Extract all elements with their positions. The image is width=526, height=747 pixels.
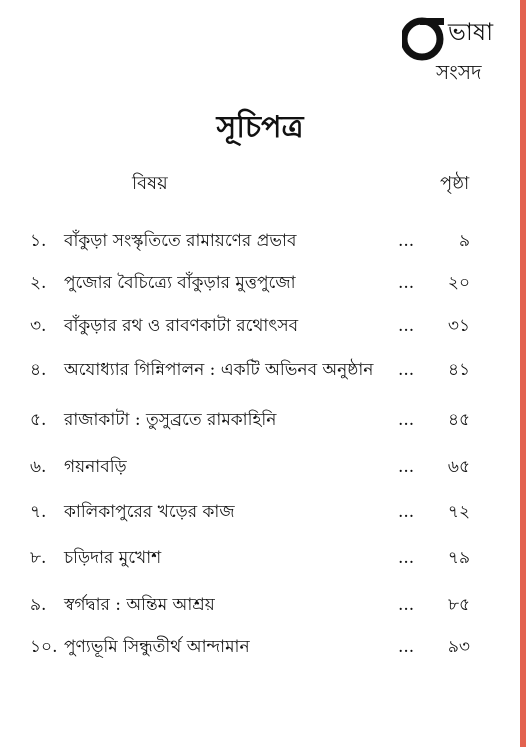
toc-entry[interactable] [0, 542, 520, 574]
entry-title: পুজোর বৈচিত্র্যে বাঁকুড়ার মুত্তপুজো [64, 273, 296, 293]
page-edge-bar [520, 0, 526, 747]
entry-page-number: ৯৩ [447, 637, 470, 657]
entry-leader: ... [398, 360, 415, 380]
logo-text-line1: ভাষা [448, 18, 494, 46]
logo-mark-icon [402, 16, 446, 62]
toc-entry[interactable] [0, 589, 520, 621]
entry-leader: ... [398, 273, 415, 293]
toc-entry[interactable] [0, 496, 520, 528]
toc-entry[interactable] [0, 451, 520, 483]
entry-page-number: ৩১ [447, 316, 470, 336]
entry-leader: ... [398, 637, 415, 657]
entry-title: স্বর্গদ্বার : অন্তিম আশ্রয় [64, 595, 215, 615]
entry-title: রাজাকাটা : তুসুব্রতে রামকাহিনি [64, 410, 277, 430]
toc-entry[interactable] [0, 267, 520, 299]
logo-text-line2: সংসদ [436, 60, 482, 84]
column-header-subject: বিষয় [132, 173, 168, 194]
entry-page-number: ৭৯ [447, 548, 470, 568]
entry-number: ২. [30, 273, 47, 293]
entry-page-number: ৭২ [447, 502, 470, 522]
entry-title: পুণ্যভূমি সিন্ধুতীর্থ আন্দামান [64, 637, 250, 657]
entry-title: বাঁকুড়ার রথ ও রাবণকাটা রথোৎসব [64, 316, 299, 336]
entry-page-number: ৪১ [447, 360, 470, 380]
entry-number: ৮. [30, 548, 47, 568]
entry-leader: ... [398, 457, 415, 477]
page-title: সূচিপত্র [216, 110, 304, 145]
toc-entry[interactable] [0, 631, 520, 663]
entry-page-number: ৯ [458, 231, 470, 251]
entry-title: অযোধ্যার গিন্নিপালন : একটি অভিনব অনুষ্ঠান [64, 360, 374, 380]
publisher-logo [402, 16, 514, 86]
entry-page-number: ২০ [447, 273, 470, 293]
entry-page-number: ৬৫ [447, 457, 470, 477]
entry-leader: ... [398, 502, 415, 522]
toc-entry[interactable] [0, 404, 520, 436]
entry-leader: ... [398, 548, 415, 568]
entry-title: কালিকাপুরের খড়ের কাজ [64, 502, 235, 522]
entry-leader: ... [398, 231, 415, 251]
entry-page-number: ৪৫ [447, 410, 470, 430]
entry-page-number: ৮৫ [447, 595, 470, 615]
entry-number: ৪. [30, 360, 47, 380]
toc-entry[interactable] [0, 354, 520, 386]
entry-number: ৩. [30, 316, 47, 336]
entry-title: বাঁকুড়া সংস্কৃতিতে রামায়ণের প্রভাব [64, 231, 297, 251]
entry-title: চড়িদার মুখোশ [64, 548, 162, 568]
entry-leader: ... [398, 595, 415, 615]
entry-number: ৭. [30, 502, 47, 522]
entry-number: ৫. [30, 410, 47, 430]
entry-number: ১০. [30, 637, 58, 657]
entry-number: ১. [30, 231, 47, 251]
entry-leader: ... [398, 410, 415, 430]
toc-entry[interactable] [0, 225, 520, 257]
entry-number: ৬. [30, 457, 47, 477]
entry-leader: ... [398, 316, 415, 336]
column-header-page: পৃষ্ঠা [440, 173, 470, 194]
toc-entry[interactable] [0, 310, 520, 342]
entry-title: গয়নাবড়ি [64, 457, 127, 477]
entry-number: ৯. [30, 595, 47, 615]
